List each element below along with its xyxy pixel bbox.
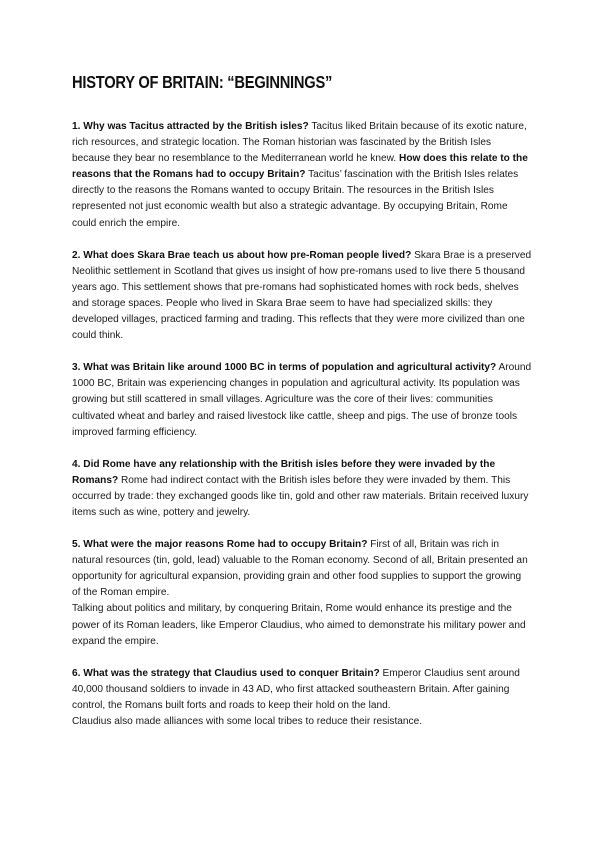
question-1b: How does this relate to the reasons that the Romans had to occupy Britain? — [72, 153, 528, 181]
section-6 — [72, 666, 532, 730]
document-page — [72, 72, 532, 746]
answer-1: Tacitus liked Britain because of its exotic nature, rich resources, and strategic location. The Roman historian was fascinated by the British Isles because they bear no resemblance to the Mediterranean world he knew. — [72, 121, 527, 165]
answer-2: Skara Brae is a preserved Neolithic settlement in Scotland that gives us insight of how pre-romans used to live there 5 thousand years ago. This settlement shows that pre-romans had sophisticated homes with rock beds, shelves and storage spaces. People who lived in Skara Brae seem to have had specialized skills: they developed villages, practiced farming and trading. This reflects that they were more civilized than one could think. — [72, 249, 532, 342]
question-5: 5. What were the major reasons Rome had to occupy Britain? — [72, 539, 368, 551]
question-4: 4. Did Rome have any relationship with the British isles before they were invaded by the Romans? — [72, 458, 496, 486]
section-3 — [72, 360, 532, 440]
question-6: 6. What was the strategy that Claudius used to conquer Britain? — [72, 667, 380, 679]
section-4-body — [72, 457, 532, 521]
section-6-extra: Claudius also made alliances with some local tribes to reduce their resistance. — [72, 716, 423, 727]
section-4 — [72, 457, 532, 521]
section-2-body — [72, 248, 532, 345]
question-3: 3. What was Britain like around 1000 BC in terms of population and agricultural activity? — [72, 362, 497, 374]
section-2 — [72, 248, 532, 345]
question-1: 1. Why was Tacitus attracted by the British isles? — [72, 121, 309, 132]
page-title: HISTORY OF BRITAIN: “BEGINNINGS” — [72, 72, 333, 92]
section-1-body — [72, 119, 532, 232]
section-1 — [72, 119, 532, 232]
section-3-body — [72, 360, 532, 440]
section-5 — [72, 537, 532, 650]
section-5-extra: Talking about politics and military, by conquering Britain, Rome would enhance its prestige and the power of its Roman leaders, like Emperor Claudius, who aimed to demonstrate his military power and expand the empire. — [72, 603, 526, 647]
answer-5: First of all, Britain was rich in natural resources (tin, gold, lead) valuable to the Roman economy. Second of all, Britain presented an opportunity for agricultural expansion, providing grain and other food supplies to support the growing of the Roman empire. — [72, 539, 528, 599]
section-5-body — [72, 537, 532, 601]
answer-3: Around 1000 BC, Britain was experiencing changes in population and agricultural activity. Its population was growing but still scattered in small villages. Agriculture was the core of their lives: communities cultivated wheat and barley and raised livestock like cattle, sheep and pigs. The use of bronze tools improved farming efficiency. — [72, 362, 532, 438]
question-2: 2. What does Skara Brae teach us about how pre-Roman people lived? — [72, 249, 412, 261]
answer-6: Emperor Claudius sent around 40,000 thousand soldiers to invade in 43 AD, who first attacked southeastern Britain. After gaining control, the Romans built forts and roads to keep their hold on the land. — [72, 667, 520, 711]
answer-4: Rome had indirect contact with the British isles before they were invaded by them. This occurred by trade: they exchanged goods like tin, gold and other raw materials. Britain received luxury items such as wine, pottery and jewelry. — [72, 474, 529, 518]
section-6-body — [72, 666, 532, 714]
answer-1b: Tacitus’ fascination with the British Isles relates directly to the reasons the Romans wanted to occupy Britain. The resources in the British Isles represented not just economic wealth but also a strategic advantage. By occupying Britain, Rome could enrich the empire. — [72, 169, 519, 229]
